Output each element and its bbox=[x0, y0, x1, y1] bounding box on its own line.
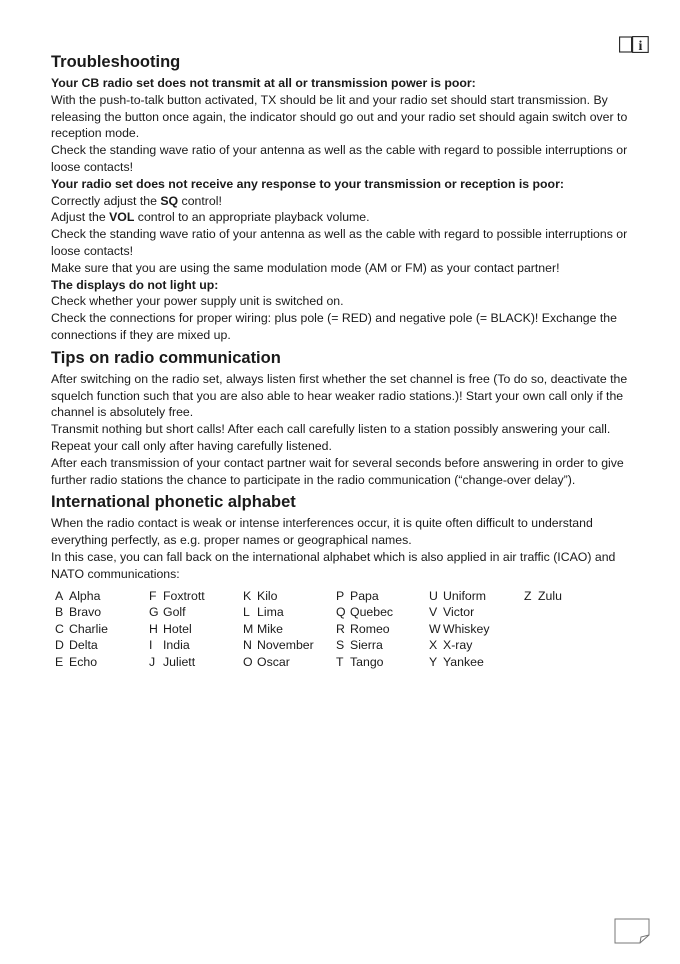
alphabet-letter: S bbox=[336, 638, 345, 653]
paragraph: Check the standing wave ratio of your antenna as well as the cable with regard to possible interruptions or loose contacts! bbox=[51, 143, 628, 174]
paragraph: Check the connections for proper wiring: plus pole (= RED) and negative pole (= BLACK)! Exchange the connections if they are mixed up. bbox=[51, 311, 617, 342]
alphabet-word: X-ray bbox=[443, 638, 473, 653]
alphabet-letter: B bbox=[55, 605, 64, 620]
alphabet-letter: I bbox=[149, 638, 153, 653]
alphabet-letter: H bbox=[149, 621, 158, 636]
alphabet-letter: Y bbox=[429, 654, 438, 669]
alphabet-letter: D bbox=[55, 638, 64, 653]
alphabet-word: Hotel bbox=[163, 621, 192, 636]
alphabet-letter: W bbox=[429, 621, 441, 636]
alphabet-letter: U bbox=[429, 588, 438, 603]
problem-no-response: Your radio set does not receive any response to your transmission or reception is poor: bbox=[51, 176, 564, 191]
alphabet-word: Foxtrott bbox=[163, 588, 205, 603]
alphabet-word: Zulu bbox=[538, 588, 562, 603]
manual-page bbox=[51, 52, 631, 670]
alphabet-letter bbox=[520, 654, 538, 671]
paragraph: In this case, you can fall back on the international alphabet which is also applied in air traffic (ICAO) and NATO communications: bbox=[51, 549, 616, 581]
paragraph: Check the standing wave ratio of your antenna as well as the cable with regard to possible interruptions or loose contacts! bbox=[51, 227, 628, 258]
alphabet-word: Golf bbox=[163, 605, 186, 620]
alphabet-row bbox=[51, 588, 598, 605]
alphabet-word: Tango bbox=[350, 654, 384, 669]
problem-no-transmit: Your CB radio set does not transmit at all or transmission power is poor: bbox=[51, 76, 476, 90]
alphabet-word: Delta bbox=[69, 638, 98, 653]
paragraph: After each transmission of your contact partner wait for several seconds before answering in order to give further radio stations the chance to participate in the radio communication (“change-over delay”). bbox=[51, 455, 624, 487]
sq-control-label: SQ bbox=[160, 193, 179, 208]
alphabet-word: Bravo bbox=[69, 605, 102, 620]
alphabet-letter bbox=[520, 604, 538, 621]
phonetic-alphabet-table bbox=[51, 588, 598, 671]
alphabet-word: Sierra bbox=[350, 638, 383, 653]
alphabet-row bbox=[51, 604, 598, 621]
alphabet-word bbox=[538, 621, 598, 638]
alphabet-letter bbox=[520, 621, 538, 638]
alphabet-letter: L bbox=[243, 605, 250, 620]
info-icon-glyph: i bbox=[638, 39, 643, 53]
alphabet-letter: O bbox=[243, 654, 253, 669]
alphabet-word: Victor bbox=[443, 605, 475, 620]
alphabet-letter bbox=[520, 637, 538, 654]
alphabet-letter: E bbox=[55, 654, 64, 669]
paragraph: Make sure that you are using the same modulation mode (AM or FM) as your contact partner! bbox=[51, 260, 560, 275]
alphabet-row bbox=[51, 621, 598, 638]
paragraph: With the push-to-talk button activated, TX should be lit and your radio set should start transmission. By releasing the button once again, the indicator should go out and your radio set should again switch over to reception mode. bbox=[51, 92, 628, 141]
alphabet-row bbox=[51, 637, 598, 654]
alphabet-letter: V bbox=[429, 605, 438, 620]
alphabet-row bbox=[51, 654, 598, 671]
paragraph: Transmit nothing but short calls! After each call carefully listen to a station possibly answering your call. Repeat your call only after having carefully listened. bbox=[51, 422, 611, 453]
phonetic-heading: International phonetic alphabet bbox=[51, 493, 296, 512]
alphabet-letter: Q bbox=[336, 605, 346, 620]
alphabet-word bbox=[538, 637, 598, 654]
alphabet-letter: Z bbox=[524, 588, 532, 603]
alphabet-word: Juliett bbox=[163, 654, 196, 669]
alphabet-word: Kilo bbox=[257, 588, 278, 603]
alphabet-word: Whiskey bbox=[443, 621, 490, 636]
alphabet-letter: G bbox=[149, 605, 159, 620]
alphabet-letter: X bbox=[429, 638, 438, 653]
alphabet-word: Charlie bbox=[69, 621, 108, 636]
alphabet-letter: M bbox=[243, 621, 254, 636]
paragraph: Correctly adjust the SQ control! bbox=[51, 193, 222, 208]
alphabet-letter: N bbox=[243, 638, 252, 653]
alphabet-word: Yankee bbox=[443, 654, 484, 669]
alphabet-word: November bbox=[257, 638, 314, 653]
paragraph: Check whether your power supply unit is switched on. bbox=[51, 294, 344, 309]
alphabet-letter: C bbox=[55, 621, 64, 636]
paragraph: Adjust the VOL control to an appropriate playback volume. bbox=[51, 210, 370, 225]
alphabet-word: Papa bbox=[350, 588, 379, 603]
info-icon bbox=[619, 36, 649, 53]
alphabet-word: Oscar bbox=[257, 654, 290, 669]
paragraph: After switching on the radio set, always listen first whether the set channel is free (To do so, deactivate the squelch function such that you are also able to hear weaker radio stations.)! Start your own call only if the channel is absolutely free. bbox=[51, 371, 628, 420]
vol-control-label: VOL bbox=[109, 210, 135, 225]
problem-no-display: The displays do not light up: bbox=[51, 277, 219, 292]
alphabet-word: Mike bbox=[257, 621, 283, 636]
paragraph: When the radio contact is weak or intense interferences occur, it is quite often difficult to understand everything perfectly, as e.g. proper names or geographical names. bbox=[51, 516, 593, 548]
alphabet-letter: A bbox=[55, 588, 64, 603]
alphabet-letter: R bbox=[336, 621, 345, 636]
troubleshooting-heading: Troubleshooting bbox=[51, 53, 181, 71]
alphabet-letter: P bbox=[336, 588, 345, 603]
alphabet-word: Echo bbox=[69, 654, 98, 669]
alphabet-word bbox=[538, 604, 598, 621]
alphabet-word: Lima bbox=[257, 605, 284, 620]
alphabet-letter: K bbox=[243, 588, 252, 603]
alphabet-word: Romeo bbox=[350, 621, 390, 636]
alphabet-word: Alpha bbox=[69, 588, 101, 603]
alphabet-letter: J bbox=[149, 654, 156, 669]
alphabet-word bbox=[538, 654, 598, 671]
alphabet-word: Uniform bbox=[443, 588, 487, 603]
alphabet-word: India bbox=[163, 638, 190, 653]
page-corner-icon bbox=[614, 918, 650, 944]
alphabet-word: Quebec bbox=[350, 605, 394, 620]
tips-heading: Tips on radio communication bbox=[51, 348, 281, 367]
alphabet-letter: F bbox=[149, 588, 157, 603]
alphabet-letter: T bbox=[336, 654, 344, 669]
